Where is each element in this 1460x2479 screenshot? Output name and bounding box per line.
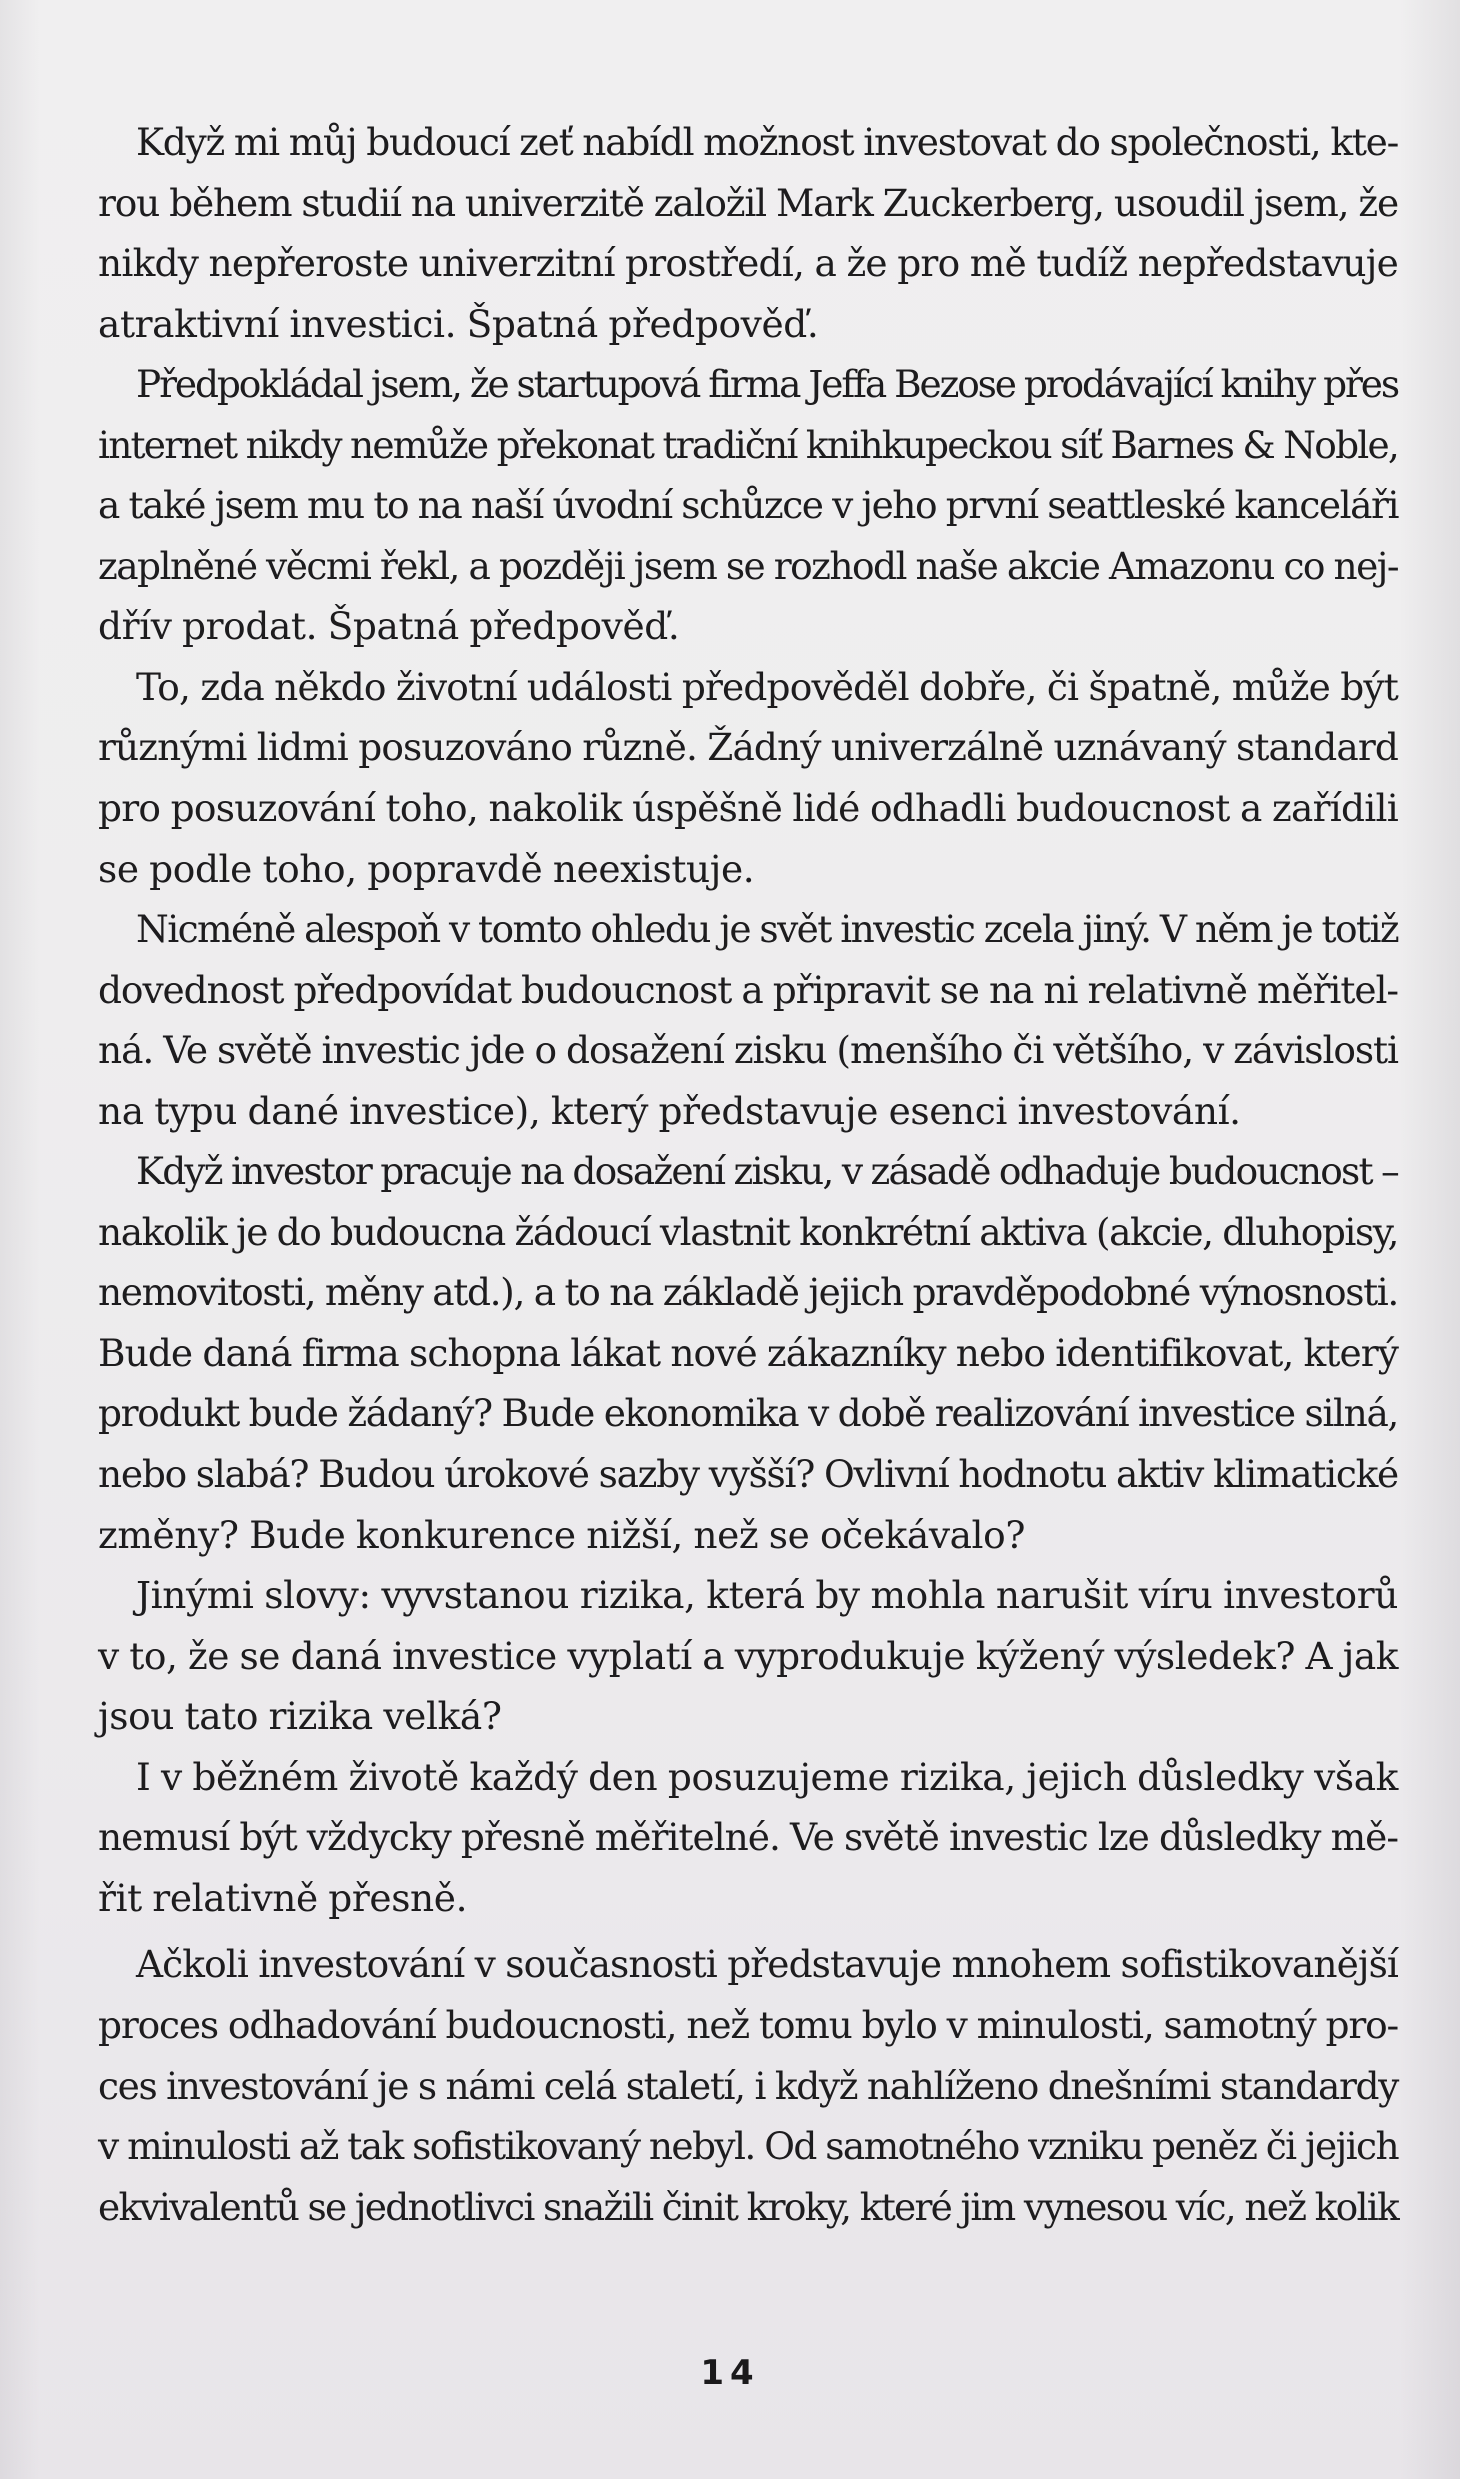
text-line: Když mi můj budoucí zeť nabídl možnost investovat do společnosti, kte- xyxy=(136,120,1398,164)
text-line: řit relativně přesně. xyxy=(98,1875,468,1920)
text-line: nemusí být vždycky přesně měřitelné. Ve světě investic lze důsledky mě- xyxy=(98,1815,1398,1860)
paragraph-8 xyxy=(98,1934,1398,2237)
text-line: To, zda někdo životní události předpověděl dobře, či špatně, může být xyxy=(136,664,1398,709)
paragraph-4 xyxy=(98,899,1398,1141)
text-line: internet nikdy nemůže překonat tradiční knihkupeckou síť Barnes & Noble, xyxy=(98,422,1398,467)
text-line: nemovitosti, měny atd.), a to na základě jejich pravděpodobné výnosnosti. xyxy=(98,1270,1398,1315)
text-line: jsou tato rizika velká? xyxy=(98,1694,502,1739)
text-line: proces odhadování budoucnosti, než tomu bylo v minulosti, samotný pro- xyxy=(98,2002,1398,2047)
text-line: na typu dané investice), který představuje esenci investování. xyxy=(98,1088,1241,1133)
paragraph-7 xyxy=(98,1747,1398,1929)
paragraph-6 xyxy=(98,1565,1398,1747)
text-line: Bude daná firma schopna lákat nové zákazníky nebo identifikovat, který xyxy=(98,1330,1398,1375)
page-number: 14 xyxy=(700,2353,760,2393)
text-line: ná. Ve světě investic jde o dosažení zisku (menšího či většího, v závislosti xyxy=(98,1028,1398,1073)
text-line: v minulosti až tak sofistikovaný nebyl. Od samotného vzniku peněz či jejich xyxy=(98,2124,1398,2169)
text-line: zaplněné věcmi řekl, a později jsem se rozhodl naše akcie Amazonu co nej- xyxy=(98,543,1398,588)
text-line: nebo slabá? Budou úrokové sazby vyšší? Ovlivní hodnotu aktiv klimatické xyxy=(98,1452,1398,1497)
paragraph-3 xyxy=(98,657,1398,899)
paragraph-5 xyxy=(98,1141,1398,1565)
paragraph-2 xyxy=(98,354,1398,657)
text-line: I v běžném životě každý den posuzujeme rizika, jejich důsledky však xyxy=(136,1754,1398,1799)
text-line: atraktivní investici. Špatná předpověď. xyxy=(98,301,819,346)
text-line: Když investor pracuje na dosažení zisku, v zásadě odhaduje budoucnost – xyxy=(136,1149,1398,1194)
page-edge-shadow-right xyxy=(1400,0,1460,2479)
paragraph-1 xyxy=(98,112,1398,354)
text-line: Předpokládal jsem, že startupová firma Jeffa Bezose prodávající knihy přes xyxy=(136,362,1398,407)
text-line: rou během studií na univerzitě založil Mark Zuckerberg, usoudil jsem, že xyxy=(98,180,1398,225)
text-line: v to, že se daná investice vyplatí a vyprodukuje kýžený výsledek? A jak xyxy=(98,1633,1398,1678)
text-line: pro posuzování toho, nakolik úspěšně lidé odhadli budoucnost a zařídili xyxy=(98,786,1398,831)
text-line: Jinými slovy: vyvstanou rizika, která by mohla narušit víru investorů xyxy=(136,1573,1398,1618)
text-line: ekvivalentů se jednotlivci snažili činit kroky, které jim vynesou víc, než kolik xyxy=(98,2184,1398,2229)
page-edge-shadow-left xyxy=(0,0,40,2479)
text-line: Nicméně alespoň v tomto ohledu je svět investic zcela jiný. V něm je totiž xyxy=(136,907,1398,952)
text-line: různými lidmi posuzováno různě. Žádný univerzálně uznávaný standard xyxy=(98,725,1398,770)
text-line: se podle toho, popravdě neexistuje. xyxy=(98,846,755,891)
text-line: nikdy nepřeroste univerzitní prostředí, a že pro mě tudíž nepředstavuje xyxy=(98,241,1398,286)
text-line: Ačkoli investování v současnosti představuje mnohem sofistikovanější xyxy=(136,1942,1398,1987)
text-line: nakolik je do budoucna žádoucí vlastnit konkrétní aktiva (akcie, dluhopisy, xyxy=(98,1209,1398,1254)
text-line: ces investování je s námi celá staletí, i když nahlíženo dnešními standardy xyxy=(98,2063,1398,2108)
text-line: dovednost předpovídat budoucnost a připravit se na ni relativně měřitel- xyxy=(98,967,1398,1012)
text-line: produkt bude žádaný? Bude ekonomika v době realizování investice silná, xyxy=(98,1391,1398,1436)
text-line: dřív prodat. Špatná předpověď. xyxy=(98,604,680,649)
text-line: a také jsem mu to na naší úvodní schůzce v jeho první seattleské kanceláři xyxy=(98,483,1398,528)
text-line: změny? Bude konkurence nižší, než se očekávalo? xyxy=(98,1512,1026,1557)
body-text xyxy=(98,112,1398,2237)
